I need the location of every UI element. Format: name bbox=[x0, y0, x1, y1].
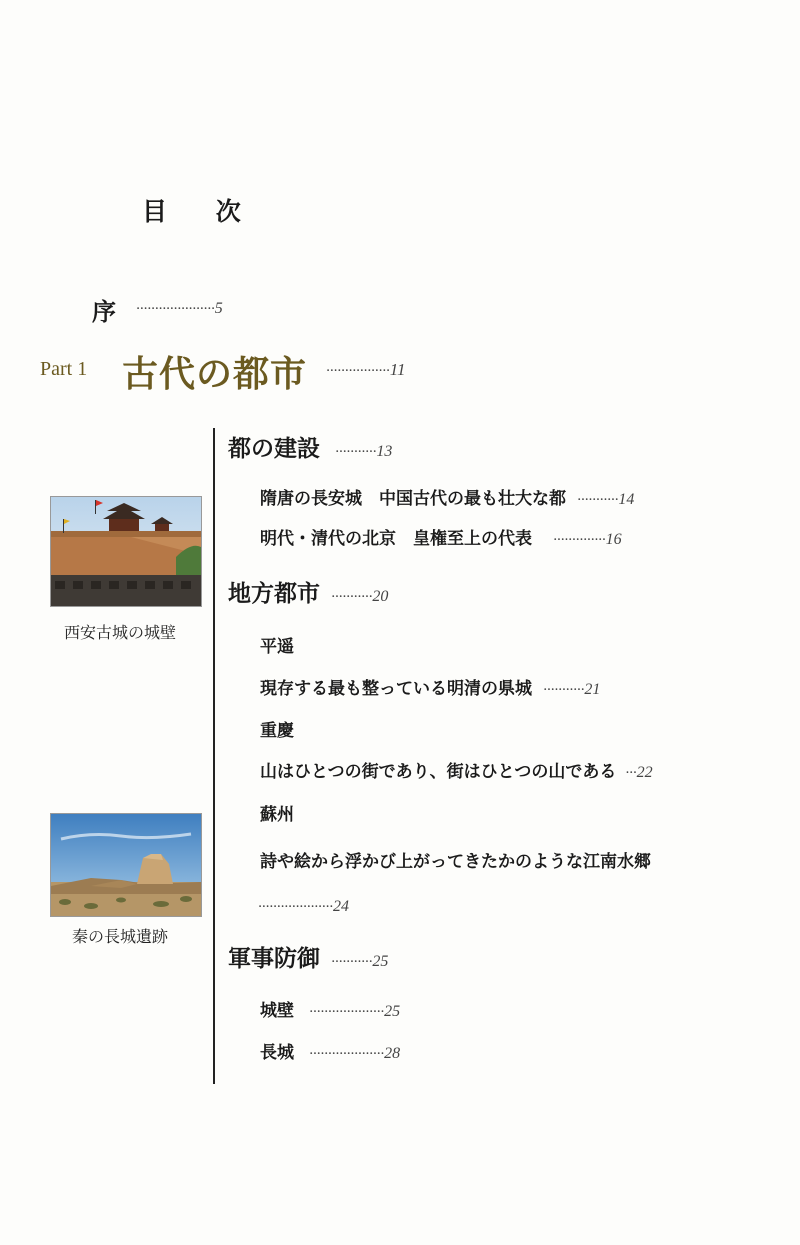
leader-dots: ··········· bbox=[543, 682, 585, 698]
item-label: 隋唐の長安城 中国古代の最も壮大な都 bbox=[260, 489, 566, 509]
page-number: 13 bbox=[376, 443, 393, 460]
photo-caption: 秦の長城遺跡 bbox=[72, 927, 169, 946]
section-label: 都の建設 bbox=[228, 435, 320, 462]
part-entry[interactable] bbox=[326, 360, 406, 380]
page-number: 21 bbox=[584, 681, 601, 698]
city-wall-photo bbox=[50, 496, 202, 607]
page-number: 20 bbox=[372, 588, 389, 605]
toc-item-pingyao[interactable] bbox=[260, 674, 600, 699]
item-label: 現存する最も整っている明清の県城 bbox=[260, 679, 532, 699]
toc-item-suzhou-page[interactable] bbox=[258, 896, 349, 916]
item-label: 長城 bbox=[260, 1043, 294, 1063]
section-label: 軍事防御 bbox=[228, 945, 320, 972]
leader-dots: ···················· bbox=[309, 1046, 385, 1062]
toc-item-suzhou-label[interactable]: 詩や絵から浮かび上がってきたかのような江南水郷 bbox=[260, 852, 651, 872]
page-title: 目 次 bbox=[142, 197, 261, 226]
preface-entry[interactable] bbox=[136, 298, 223, 318]
city-heading-chongqing: 重慶 bbox=[260, 721, 294, 741]
vertical-divider bbox=[213, 428, 215, 1084]
page-number: 22 bbox=[636, 764, 653, 781]
leader-dots: ····················· bbox=[136, 301, 215, 317]
toc-item-great-wall[interactable] bbox=[260, 1038, 400, 1063]
photo-caption: 西安古城の城壁 bbox=[64, 623, 177, 642]
leader-dots: ··········· bbox=[335, 444, 377, 460]
leader-dots: ·············· bbox=[553, 532, 606, 548]
page-number: 14 bbox=[618, 491, 635, 508]
toc-section-defense[interactable] bbox=[228, 940, 388, 973]
page-number: 16 bbox=[605, 531, 622, 548]
toc-item-beijing[interactable] bbox=[260, 524, 622, 549]
page-number: 25 bbox=[372, 953, 389, 970]
preface-label: 序 bbox=[92, 297, 116, 326]
leader-dots: ··· bbox=[625, 765, 637, 781]
page-number: 11 bbox=[389, 360, 406, 379]
page-number: 28 bbox=[384, 1045, 401, 1062]
part-title: 古代の都市 bbox=[122, 353, 308, 395]
leader-dots: ··········· bbox=[577, 492, 619, 508]
section-label: 地方都市 bbox=[228, 580, 320, 607]
page-number: 5 bbox=[214, 300, 223, 317]
leader-dots: ···················· bbox=[309, 1004, 385, 1020]
item-label: 山はひとつの街であり、街はひとつの山である bbox=[260, 762, 617, 782]
toc-section-capital[interactable] bbox=[228, 430, 392, 463]
part-label: Part 1 bbox=[40, 358, 88, 380]
toc-item-changan[interactable] bbox=[260, 484, 634, 509]
toc-item-city-wall[interactable] bbox=[260, 996, 400, 1021]
page-number: 25 bbox=[384, 1003, 401, 1020]
city-heading-pingyao: 平遥 bbox=[260, 637, 294, 657]
item-label: 城壁 bbox=[260, 1001, 294, 1021]
toc-section-local[interactable] bbox=[228, 575, 388, 608]
item-label: 明代・清代の北京 皇権至上の代表 bbox=[260, 529, 532, 549]
great-wall-ruins-photo bbox=[50, 813, 202, 917]
toc-item-chongqing[interactable] bbox=[260, 757, 653, 782]
leader-dots: ···················· bbox=[258, 899, 333, 915]
leader-dots: ················· bbox=[326, 363, 390, 379]
leader-dots: ··········· bbox=[331, 954, 373, 970]
page-number: 24 bbox=[333, 898, 349, 915]
city-heading-suzhou: 蘇州 bbox=[260, 805, 294, 825]
leader-dots: ··········· bbox=[331, 589, 373, 605]
